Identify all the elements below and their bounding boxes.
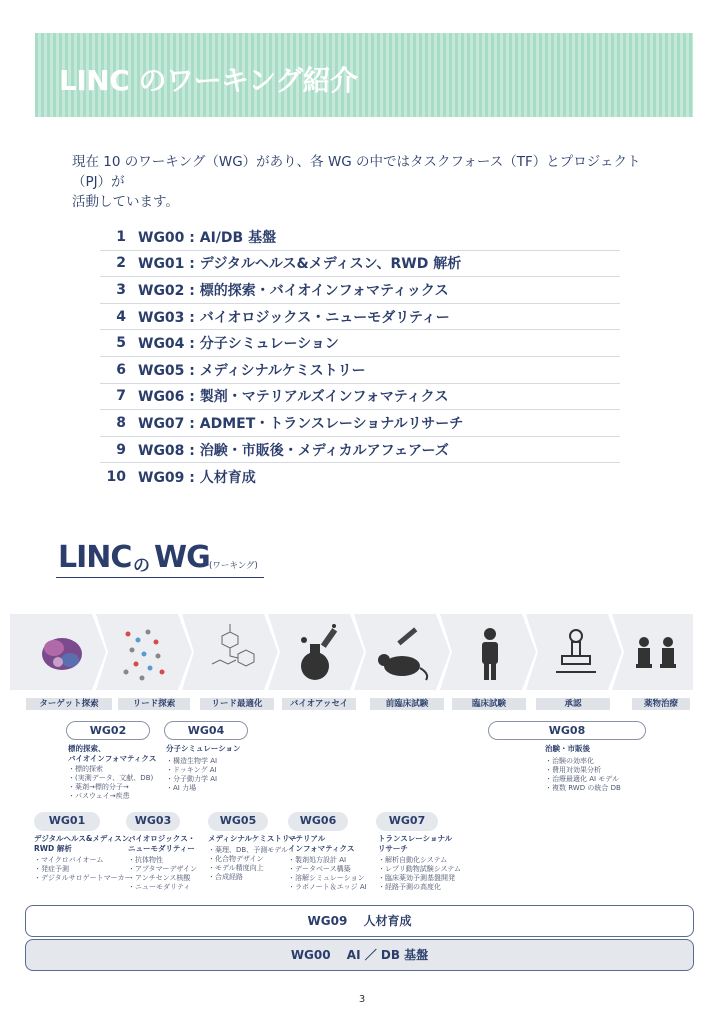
- step-bioassay: [268, 614, 358, 690]
- wg05-heading: メディシナルケミストリー: [208, 834, 297, 843]
- list-item: ・ AI 力場: [166, 784, 217, 793]
- list-item: ・ マイクロバイオーム: [34, 856, 131, 865]
- stage-label: 前臨床試験: [370, 698, 444, 710]
- stage-label: 薬物治療: [632, 698, 690, 710]
- wg-list-label: WG03 : バイオロジックス・ニューモダリティー: [138, 309, 450, 326]
- stamp-icon: [526, 614, 622, 690]
- wg-list-label: WG06 : 製剤・マテリアルズインフォマティクス: [138, 389, 449, 406]
- wg-list-label: WG09 : 人材育成: [138, 469, 256, 486]
- wg-list-number: 5: [116, 335, 126, 352]
- wg03-heading: バイオロジックス・ ニューモダリティー: [128, 834, 196, 853]
- doctor-patient-icon: [612, 614, 708, 690]
- list-item: ・ パスウェイ→疾患: [68, 792, 153, 801]
- wg04-items: [166, 757, 217, 793]
- list-item: ・ デジタルサロゲートマーカー: [34, 874, 131, 883]
- wg-list-number: 4: [116, 308, 126, 325]
- list-item: ・ 治験の効率化: [545, 757, 621, 766]
- wg08-heading: 治験・市販後: [545, 744, 590, 753]
- wg-list-label: WG07 : ADMET・トランスレーショナルリサーチ: [138, 415, 464, 432]
- step-lead-search: [96, 614, 186, 690]
- wg09-bar: WG09 人材育成: [25, 905, 694, 937]
- list-item: ・ 製剤処方設計 AI: [288, 856, 367, 865]
- wg01-items: [34, 856, 131, 883]
- list-item: ・ 治療最適化 AI モデル: [545, 775, 621, 784]
- mouse-syringe-icon: [354, 614, 450, 690]
- header-banner: [35, 33, 693, 117]
- wg03-pill: WG03: [126, 812, 180, 831]
- wg02-items: [68, 765, 153, 801]
- list-item: ・ 化合物デザイン: [208, 855, 288, 864]
- wg04-pill: WG04: [164, 721, 248, 740]
- wg07-pill: WG07: [376, 812, 438, 831]
- wg-list-number: 1: [116, 228, 126, 245]
- page-number: 3: [358, 994, 366, 1005]
- wg02-pill: WG02: [66, 721, 150, 740]
- intro-line-1: 現在 10 のワーキング（WG）があり、各 WG の中ではタスクフォース（TF）とプロジェクト（PJ）が: [72, 154, 641, 190]
- wg07-items: [378, 856, 461, 892]
- wg-list-item: [100, 384, 620, 411]
- wg04-heading: 分子シミュレーション: [166, 744, 241, 753]
- wg-list-item: [100, 277, 620, 304]
- person-icon: [440, 614, 536, 690]
- intro-text: [72, 152, 662, 212]
- section-title: [56, 540, 264, 578]
- step-approval: [526, 614, 616, 690]
- wg01-pill: WG01: [34, 812, 100, 831]
- stage-label: リード最適化: [200, 698, 274, 710]
- list-item: ・ 複数 RWD の統合 DB: [545, 784, 621, 793]
- wg-list-item: [100, 304, 620, 331]
- wg-list-label: WG05 : メディシナルケミストリー: [138, 362, 366, 379]
- step-clinical: [440, 614, 530, 690]
- flask-icon: [268, 614, 364, 690]
- wg05-items: [208, 846, 288, 882]
- wg03-items: [128, 856, 197, 892]
- step-lead-optimization: [182, 614, 272, 690]
- wg-list-item: [100, 357, 620, 384]
- protein-icon: [10, 614, 106, 690]
- list-item: ・ ニューモダリティ: [128, 883, 197, 892]
- list-item: ・ 標的探索: [68, 765, 153, 774]
- list-item: ・ 費用対効果分析: [545, 766, 621, 775]
- wg-list-label: WG04 : 分子シミュレーション: [138, 336, 339, 353]
- section-title-sub: (ワーキング): [209, 561, 258, 571]
- wg08-items: [545, 757, 621, 793]
- step-target: [10, 614, 100, 690]
- list-item: ・ ラボノート＆エッジ AI: [288, 883, 367, 892]
- wg-list-number: 8: [116, 414, 126, 431]
- list-item: ・ 分子動力学 AI: [166, 775, 217, 784]
- stage-label: バイオアッセイ: [282, 698, 356, 710]
- wg-list-label: WG00 : AI/DB 基盤: [138, 229, 277, 246]
- list-item: ・ 発症予測: [34, 865, 131, 874]
- wg02-heading: 標的探索、 バイオインフォマティクス: [68, 744, 157, 763]
- list-item: ・ 薬剤→標的分子→: [68, 783, 153, 792]
- stage-label: リード探索: [118, 698, 190, 710]
- stage-label: 臨床試験: [452, 698, 526, 710]
- list-item: ・ アンチセンス核酸: [128, 874, 197, 883]
- wg00-bar: WG00 AI ／ DB 基盤: [25, 939, 694, 971]
- chemical-structure-icon: [182, 614, 278, 690]
- wg-list-item: [100, 330, 620, 357]
- process-steps: [10, 614, 693, 690]
- wg08-pill: WG08: [488, 721, 646, 740]
- list-item: ・ 解析自動化システム: [378, 856, 461, 865]
- stage-label: ターゲット探索: [26, 698, 112, 710]
- wg07-heading: トランスレーショナル リサーチ: [378, 834, 453, 853]
- section-title-wg: WG: [154, 540, 210, 575]
- list-item: ・ データベース構築: [288, 865, 367, 874]
- wg06-heading: マテリアル インフォマティクス: [288, 834, 355, 853]
- wg-list-item: [100, 437, 620, 464]
- list-item: ・ アプタマーデザイン: [128, 865, 197, 874]
- wg-list-number: 7: [116, 388, 126, 405]
- page-title: LINC のワーキング紹介: [59, 64, 358, 97]
- list-item: ・ モデル精度向上: [208, 864, 288, 873]
- wg-list: [100, 224, 620, 490]
- wg-list-item: [100, 251, 620, 278]
- wg-list-label: WG01 : デジタルヘルス&メディスン、RWD 解析: [138, 256, 462, 273]
- list-item: ・ レプリ動物試験システム: [378, 865, 461, 874]
- list-item: ・ ドッキング AI: [166, 766, 217, 775]
- wg-list-number: 3: [116, 281, 126, 298]
- list-item: ・ 合成経路: [208, 873, 288, 882]
- list-item: ・ 溶解シミュレーション: [288, 874, 367, 883]
- wg01-heading: デジタルヘルス&メディスン、 RWD 解析: [34, 834, 137, 853]
- step-preclinical: [354, 614, 444, 690]
- list-item: ・ 抗体物性: [128, 856, 197, 865]
- list-item: ・ 薬理、DB、予測モデル: [208, 846, 288, 855]
- step-treatment: [612, 614, 702, 690]
- wg06-items: [288, 856, 367, 892]
- wg05-pill: WG05: [208, 812, 268, 831]
- wg-list-item: [100, 463, 620, 490]
- section-title-linc: LINC: [58, 540, 132, 575]
- list-item: ・ 構造生物学 AI: [166, 757, 217, 766]
- wg-list-number: 10: [106, 468, 126, 485]
- list-item: ・ 臨床薬効予測基盤開発: [378, 874, 461, 883]
- molecule-dots-icon: [96, 614, 192, 690]
- wg-list-item: [100, 410, 620, 437]
- section-title-no: の: [133, 556, 150, 576]
- list-item: ・ 経路予測の高度化: [378, 883, 461, 892]
- wg-list-label: WG02 : 標的探索・バイオインフォマティックス: [138, 282, 449, 299]
- intro-line-2: 活動しています。: [72, 194, 179, 210]
- wg-list-number: 6: [116, 361, 126, 378]
- wg-list-number: 2: [116, 255, 126, 272]
- wg-list-number: 9: [116, 441, 126, 458]
- wg-list-item: [100, 224, 620, 251]
- wg-list-label: WG08 : 治験・市販後・メディカルアフェアーズ: [138, 442, 449, 459]
- stage-label: 承認: [536, 698, 610, 710]
- wg06-pill: WG06: [288, 812, 348, 831]
- list-item: ・ (実測データ、文献、DB): [68, 774, 153, 783]
